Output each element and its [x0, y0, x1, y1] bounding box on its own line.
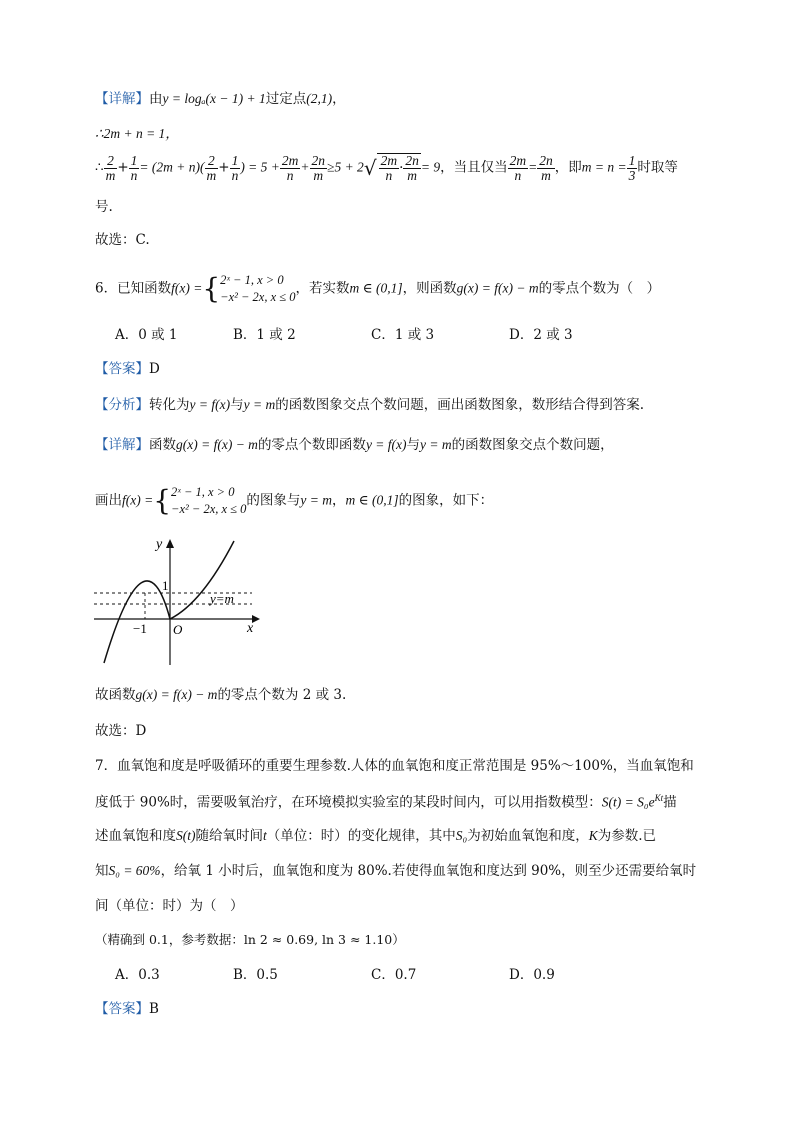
q7-stem-line2: 度低于 90%时，需要吸氧治疗，在环境模拟实验室的某段时间内，可以用指数模型：$S(t) = S_0e^{Kt}$描 [95, 793, 677, 811]
q6-option-c: C．1 或 3 [371, 327, 435, 343]
x-label: x [247, 621, 254, 636]
frac-2-over-m: $\frac{2}{m}$ [105, 152, 116, 183]
q5-detail-line4: 号. [95, 199, 113, 215]
q6-option-a: A．0 或 1 [115, 327, 178, 343]
neg-one-label: −1 [133, 621, 147, 636]
q6-draw-line: 画出f(x) ={ 2ˣ − 1, x > 0 −x² − 2x, x ≤ 0 的图象与y = m，m ∈ (0,1]的图象，如下： [95, 483, 494, 517]
q7-option-d: D．0.9 [509, 967, 555, 983]
q7-option-c: C．0.7 [371, 967, 417, 983]
q6-option-d: D．2 或 3 [509, 327, 573, 343]
one-label: 1 [162, 578, 169, 593]
q5-detail-line1: 【详解】由y = logₐ(x − 1) + 1过定点(2,1)， [95, 91, 346, 107]
q6-conclusion: 故函数g(x) = f(x) − m的零点个数为 2 或 3. [95, 687, 347, 703]
q7-answer: 【答案】B [95, 1001, 159, 1017]
function-graph [92, 535, 262, 670]
q5-choose: 故选：C. [95, 232, 150, 248]
q5-detail-line2: ∴2m + n = 1， [95, 126, 179, 141]
y-label: y [156, 537, 163, 552]
origin-label: O [173, 622, 183, 637]
detail-tag: 【详解】 [95, 91, 149, 107]
piecewise-cases: 2ˣ − 1, x > 0 −x² − 2x, x ≤ 0 [220, 273, 296, 304]
q6-analysis: 【分析】转化为y = f(x)与y = m的函数图象交点个数问题，画出函数图象，数形结合得到答案. [95, 397, 644, 413]
q7-option-a: A．0.3 [115, 967, 160, 983]
q7-stem-line3: 述血氧饱和度S(t)随给氧时间t（单位：时）的变化规律，其中S₀为初始血氧饱和度，K为参数.已 [95, 828, 657, 844]
line-label: y=m [210, 591, 234, 606]
y-axis-arrow [166, 539, 174, 548]
sqrt-expression: $\frac{2m}{n}$ · $\frac{2n}{m}$ [377, 153, 421, 183]
q7-stem-line5: 间（单位：时）为（ ） [95, 898, 244, 914]
q7-stem-line1: 7．血氧饱和度是呼吸循环的重要生理参数.人体的血氧饱和度正常范围是 95%～100%，当血氧饱和 [95, 758, 694, 774]
q5-detail-line3: ∴ $\frac{2}{m}$ + $\frac{1}{n}$ = (2m + n)( $\frac{2}{m}$ + $\frac{1}{n}$ ) = 5 + $\frac{2m}{n}$ + $\frac{2n}{m}$ ≥5 + 2√ $\frac{2m}{n}$ · $\frac{2n}{m}$ = 9，当且仅当 $\frac{2m}{n}$ = $\frac{2n}{m}$ ，即m = n = $\frac{1}{3}$ 时取等 [95, 152, 678, 184]
q6-answer: 【答案】D [95, 361, 160, 377]
q6-stem: 6．已知函数f(x) ={ 2ˣ − 1, x > 0 −x² − 2x, x ≤ 0 ，若实数m ∈ (0,1]，则函数g(x) = f(x) − m的零点个数为（ ） [95, 271, 661, 305]
q6-option-b: B．1 或 2 [233, 327, 296, 343]
q7-reference-data: （精确到 0.1，参考数据：ln 2 ≈ 0.69, ln 3 ≈ 1.10） [95, 932, 405, 947]
q6-detail: 【详解】函数g(x) = f(x) − m的零点个数即函数y = f(x)与y = m的函数图象交点个数问题， [95, 437, 614, 453]
q7-option-b: B．0.5 [233, 967, 278, 983]
q6-choose: 故选：D [95, 723, 147, 739]
q7-stem-line4: 知S₀ = 60%，给氧 1 小时后，血氧饱和度为 80%.若使得血氧饱和度达到 90%，则至少还需要给氧时 [95, 863, 697, 879]
exponential-curve [170, 541, 234, 619]
